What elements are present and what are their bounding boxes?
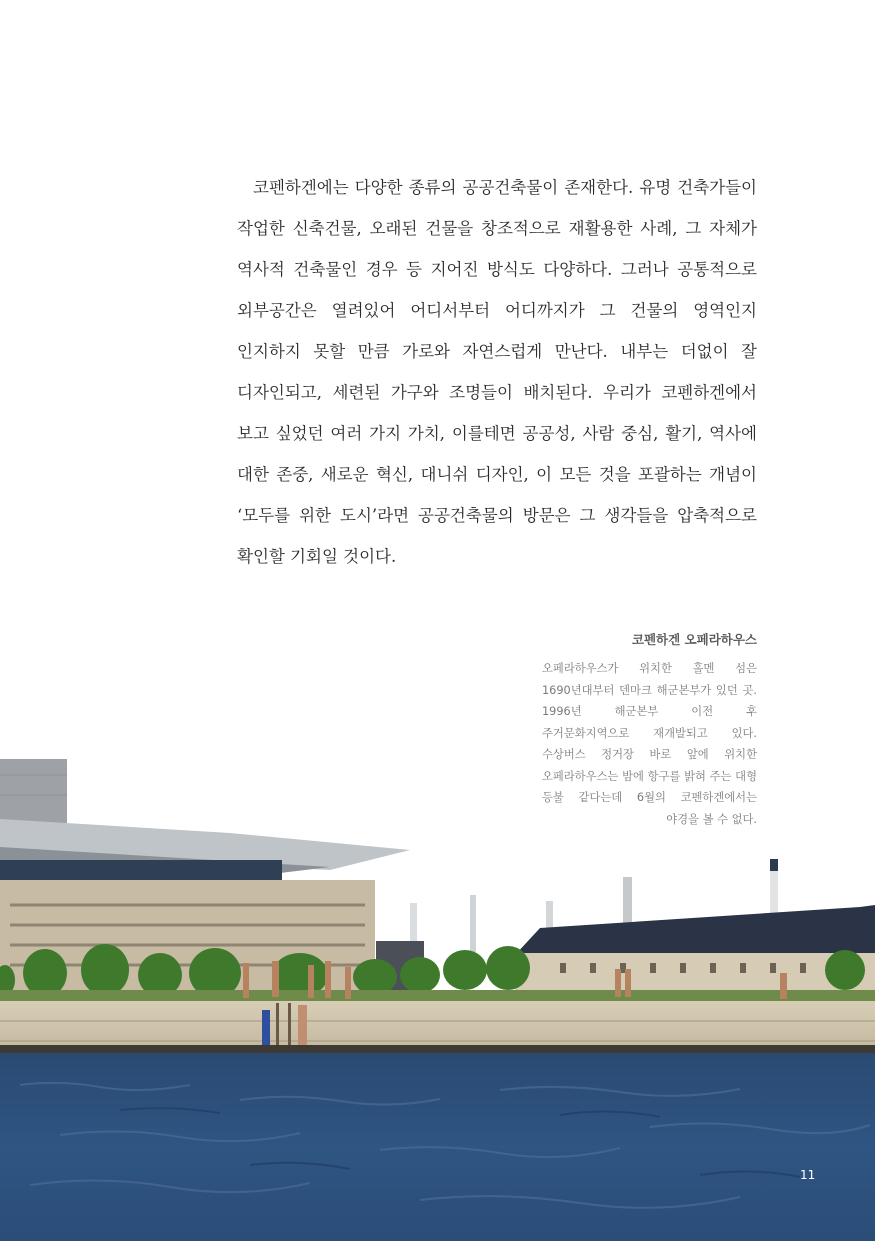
caption-body: 오페라하우스가 위치한 홀멘 섬은 1690년대부터 덴마크 해군본부가 있던 곳. 1996년 해군본부 이전 후 주거문화지역으로 재개발되고 있다. 수상버스 정거장 바로 앞에 위치한 오페라하우스는 밤에 항구를 밝혀 주는 대형 등불 같다는데 6월의 코펜하겐에서는 야경을 볼 수 없다. bbox=[542, 662, 757, 826]
body-paragraph-text: 코펜하겐에는 다양한 종류의 공공건축물이 존재한다. 유명 건축가들이 작업한 신축건물, 오래된 건물을 창조적으로 재활용한 사례, 그 자체가 역사적 건축물인 경우 등 지어진 방식도 다양하다. 그러나 공통적으로 외부공간은 열려있어 어디서부터 어디까지가 그 건물의 영역인지 인지하지 못할 만큼 가로와 자연스럽게 만난다. 내부는 더없이 잘 디자인되고, 세련된 가구와 조명들이 배치된다. 우리가 코펜하겐에서 보고 싶었던 여러 가지 가치, 이를테면 공공성, 사람 중심, 활기, 역사에 대한 존중, 새로운 혁신, 대니쉬 디자인, 이 모든 것을 포괄하는 개념이 ‘모두를 위한 도시’라면 공공건축물의 방문은 그 생각들을 압축적으로 확인할 기회일 것이다. bbox=[237, 178, 757, 566]
opera-house-harbor-photo bbox=[0, 755, 875, 1241]
page-number: 11 bbox=[800, 1168, 816, 1182]
caption-title: 코펜하겐 오페라하우스 bbox=[631, 632, 757, 647]
body-paragraph bbox=[237, 167, 757, 577]
